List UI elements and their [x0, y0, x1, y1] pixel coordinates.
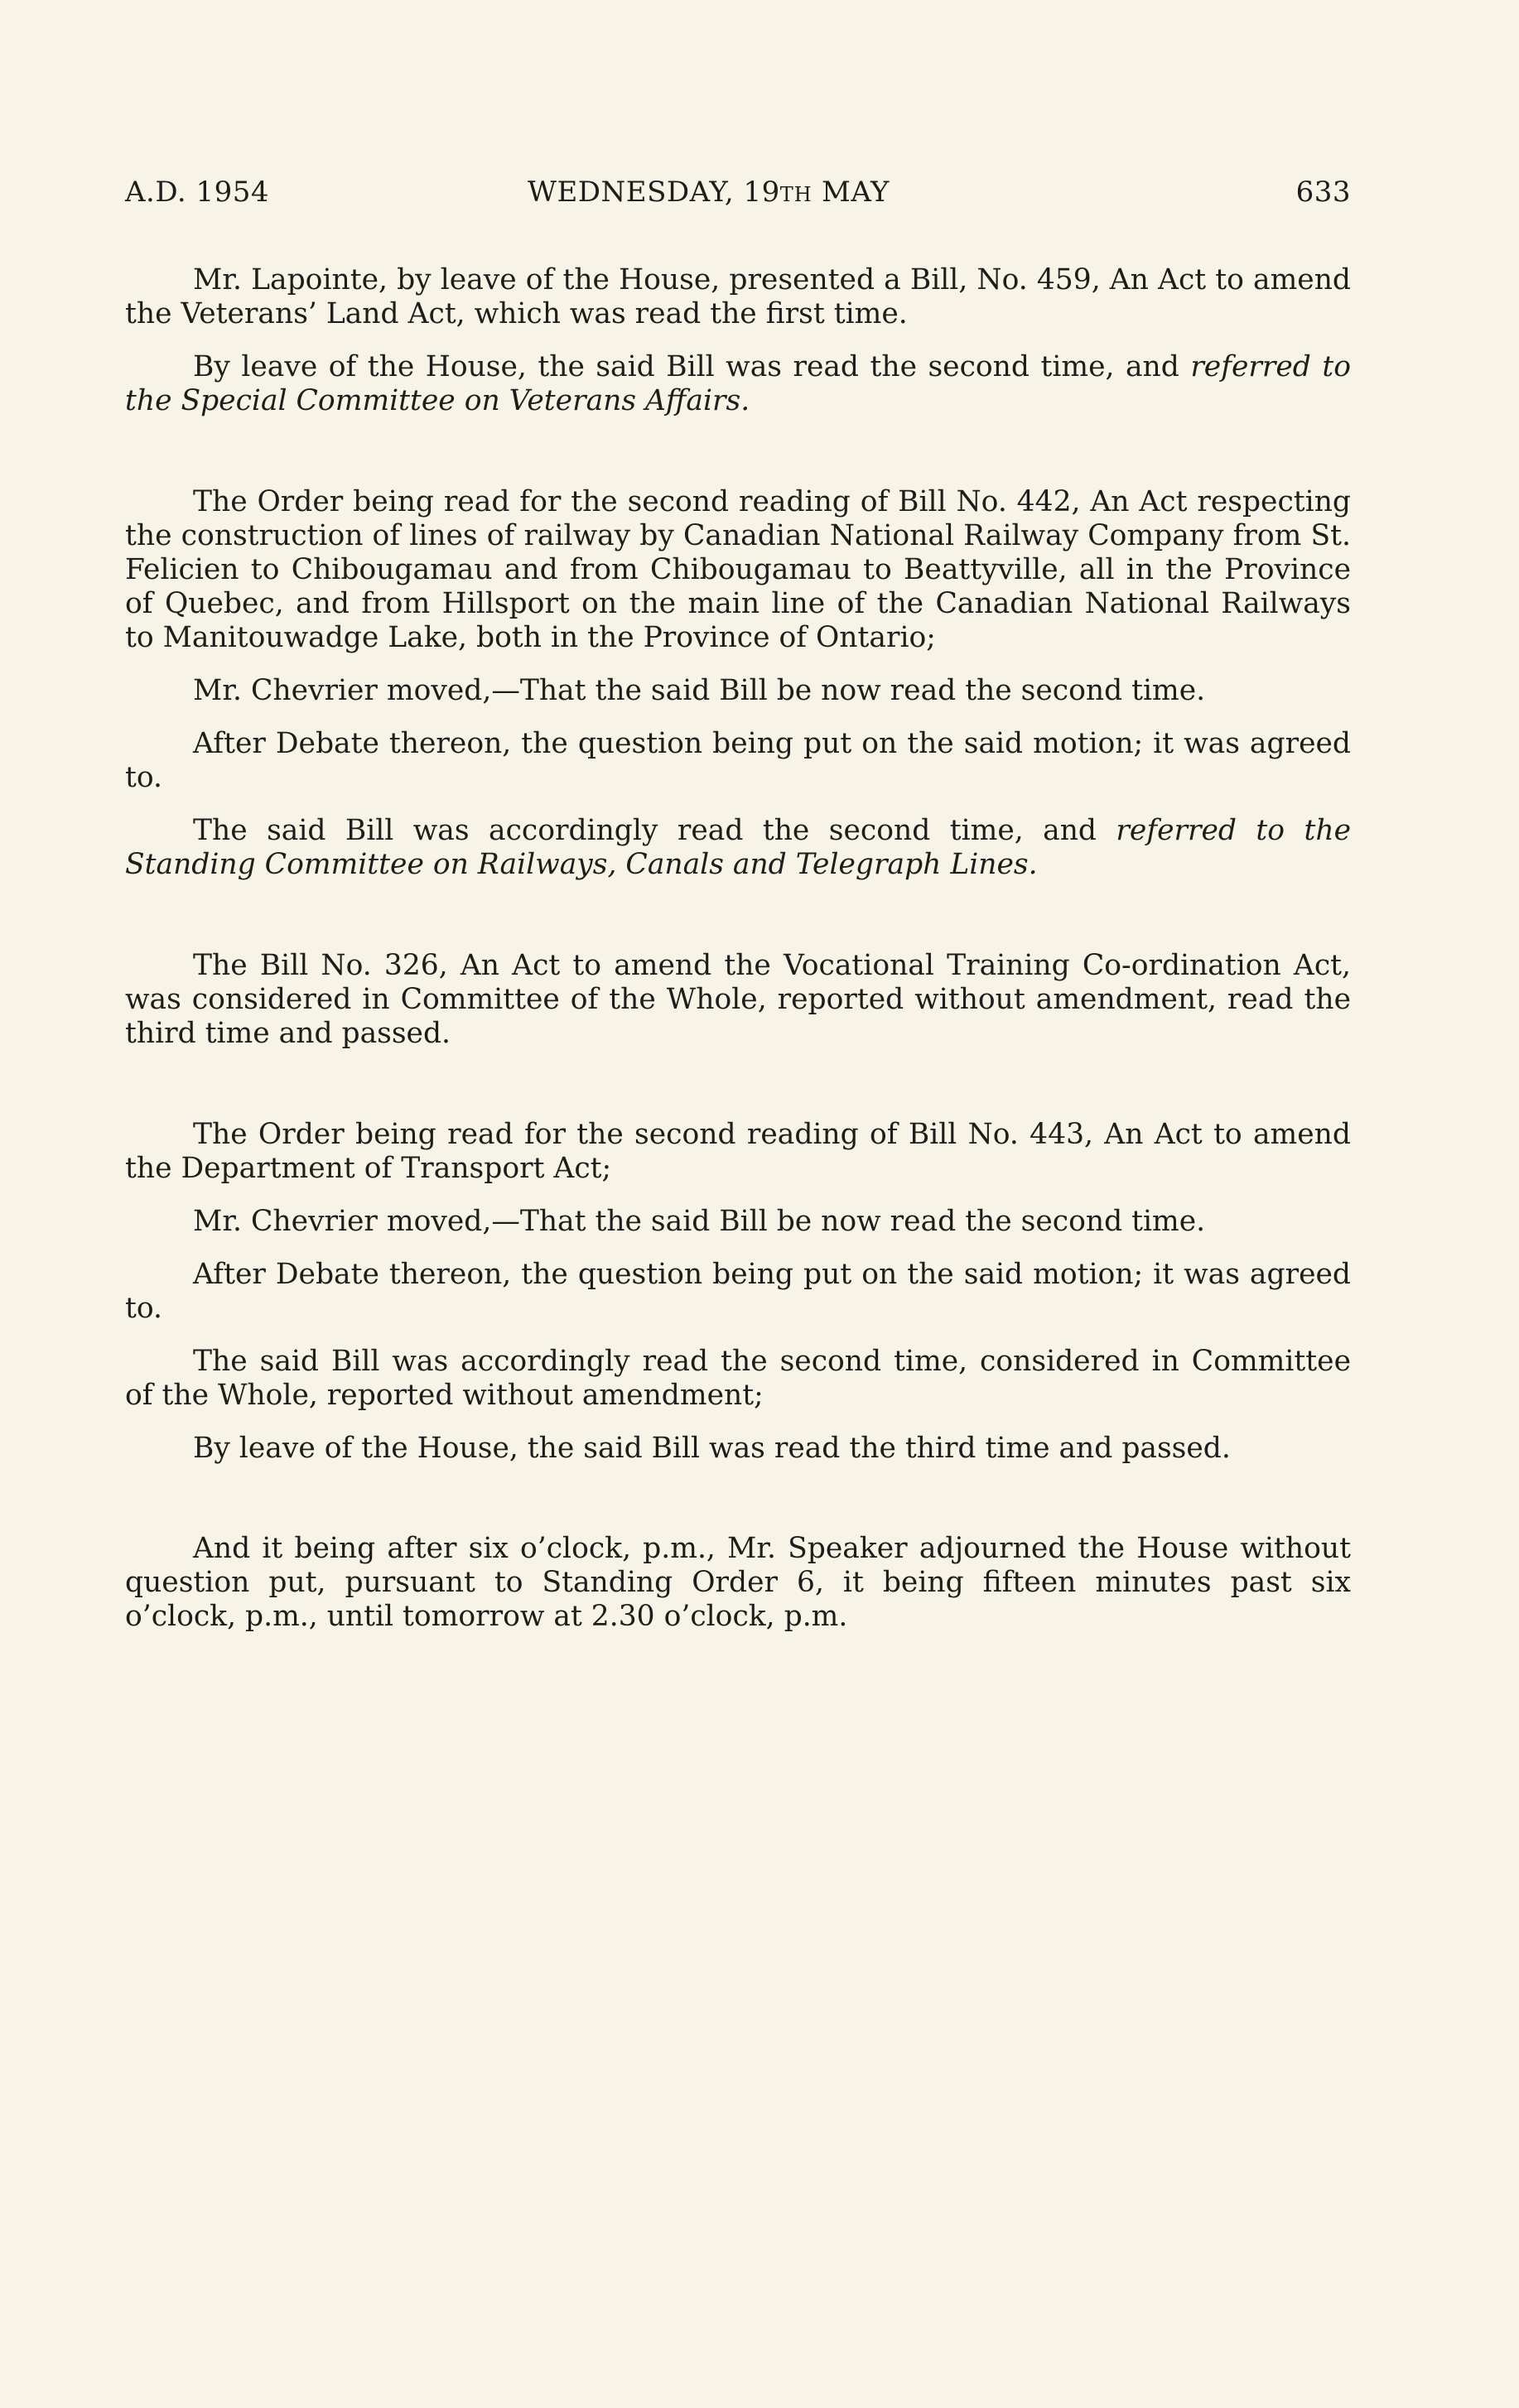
paragraph-bill-442-referral	[125, 814, 1351, 882]
paragraph-italic-text: referred to the Standing Committee on Railways, Canals and Telegraph Lines.	[125, 814, 1351, 881]
paragraph-bill-443-order: The Order being read for the second reading of Bill No. 443, An Act to amend the Department of Transport Act;	[125, 1118, 1351, 1185]
running-header	[125, 176, 1351, 212]
paragraph-bill-459-referral	[125, 350, 1351, 418]
header-year: A.D. 1954	[125, 176, 270, 209]
paragraph-bill-443-third-reading: By leave of the House, the said Bill was read the third time and passed.	[193, 1432, 1231, 1465]
paragraph-bill-443-committee: The said Bill was accordingly read the second time, considered in Committee of the Whole, reported without amendment;	[125, 1345, 1351, 1412]
paragraph-bill-442-order: The Order being read for the second reading of Bill No. 442, An Act respecting the construction of lines of railway by Canadian National Railway Company from St. Felicien to Chibougamau and from Chibougamau to Beattyville, all in the Province of Quebec, and from Hillsport on the main line of the Canadian National Railways to Manitouwadge Lake, both in the Province of Ontario;	[125, 485, 1351, 654]
paragraph-italic-text: referred to the Special Committee on Veterans Affairs.	[125, 350, 1352, 417]
header-date	[528, 176, 890, 209]
paragraph-bill-459-first-reading: Mr. Lapointe, by leave of the House, presented a Bill, No. 459, An Act to amend the Veterans’ Land Act, which was read the first time.	[125, 263, 1351, 330]
header-month: MAY	[812, 176, 890, 209]
paragraph-bill-326: The Bill No. 326, An Act to amend the Vocational Training Co-ordination Act, was considered in Committee of the Whole, reported without amendment, read the third time and passed.	[125, 949, 1351, 1050]
header-day-suffix: TH	[779, 183, 813, 206]
paragraph-bill-443-debate: After Debate thereon, the question being put on the said motion; it was agreed to.	[125, 1258, 1351, 1325]
paragraph-bill-442-debate: After Debate thereon, the question being put on the said motion; it was agreed to.	[125, 727, 1351, 794]
paragraph-text: The said Bill was accordingly read the second time, and	[193, 814, 1116, 847]
journal-body	[125, 263, 1351, 1653]
header-day: WEDNESDAY, 19	[528, 176, 780, 209]
paragraph-text: By leave of the House, the said Bill was read the second time, and	[193, 350, 1191, 383]
page-number: 633	[1295, 176, 1351, 209]
paragraph-adjournment: And it being after six o’clock, p.m., Mr. Speaker adjourned the House without question put, pursuant to Standing Order 6, it being fifteen minutes past six o’clock, p.m., until tomorrow at 2.30 o’clock, p.m.	[125, 1532, 1351, 1633]
paragraph-bill-443-motion: Mr. Chevrier moved,—That the said Bill be now read the second time.	[193, 1205, 1206, 1238]
paragraph-bill-442-motion: Mr. Chevrier moved,—That the said Bill be now read the second time.	[193, 674, 1206, 707]
